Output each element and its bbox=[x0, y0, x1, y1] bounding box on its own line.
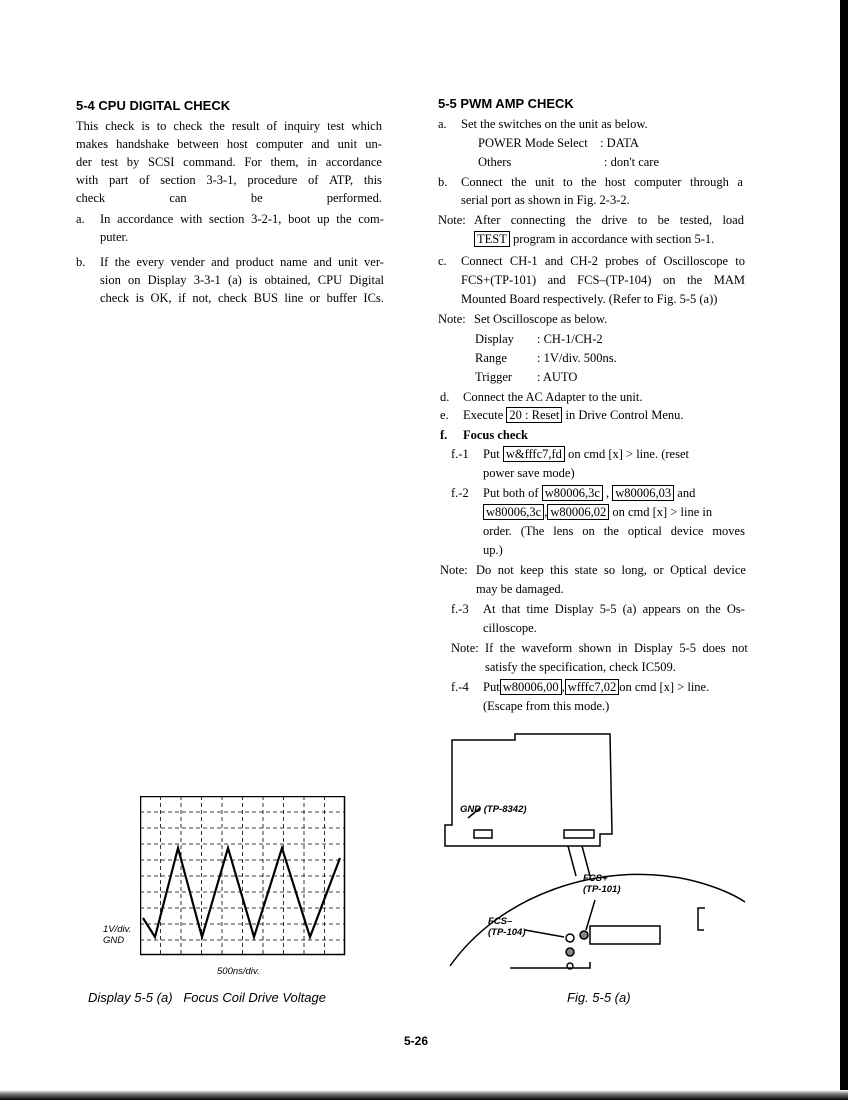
word: up bbox=[317, 212, 330, 226]
word: computer bbox=[634, 175, 682, 189]
setting-name: Others bbox=[478, 155, 512, 169]
word: and bbox=[313, 255, 332, 269]
step-text: Connect the AC Adapter to the unit. bbox=[463, 390, 643, 404]
word: time bbox=[526, 602, 549, 616]
word: 3-3-1 bbox=[193, 273, 221, 287]
step-text: on cmd [x] > line in bbox=[612, 505, 713, 519]
word: the bbox=[336, 212, 352, 226]
step-text bbox=[100, 289, 384, 307]
step-text-line bbox=[483, 445, 689, 463]
word: check bbox=[100, 291, 130, 305]
word: procedure bbox=[247, 173, 298, 187]
fcs-minus-line: (TP-104) bbox=[488, 927, 526, 938]
word: obtained, bbox=[264, 273, 311, 287]
word: of bbox=[266, 119, 277, 133]
word: vender bbox=[170, 255, 205, 269]
step-text: power save mode) bbox=[483, 466, 575, 480]
word: or bbox=[653, 563, 664, 577]
word: shown bbox=[578, 641, 612, 655]
gnd-pad bbox=[474, 830, 492, 838]
word: keep bbox=[520, 563, 544, 577]
word: of bbox=[139, 173, 150, 187]
note-text bbox=[476, 561, 746, 579]
step-text: Set the switches on the unit as below. bbox=[461, 117, 648, 131]
step-text-line bbox=[483, 484, 695, 502]
word: the bbox=[581, 175, 597, 189]
step-text: in Drive Control Menu. bbox=[565, 408, 684, 422]
word: Do bbox=[476, 563, 492, 577]
word: is bbox=[135, 291, 144, 305]
word: Connect bbox=[461, 175, 503, 189]
test-pad bbox=[566, 948, 574, 956]
setting-name: Range bbox=[475, 351, 507, 365]
word: command. bbox=[183, 155, 236, 169]
word: order. bbox=[483, 524, 512, 538]
step-marker: f.-3 bbox=[451, 602, 469, 616]
word: (a) bbox=[227, 273, 242, 287]
word: boot bbox=[288, 212, 311, 226]
word: Optical bbox=[670, 563, 707, 577]
note-text: satisfy the specification, check IC509. bbox=[485, 660, 676, 674]
note-text bbox=[474, 211, 744, 229]
word: of bbox=[645, 254, 657, 268]
step-text: Put bbox=[483, 680, 500, 694]
word: section bbox=[160, 173, 196, 187]
word: and bbox=[211, 255, 230, 269]
step-marker: f. bbox=[440, 428, 448, 442]
word: 5-5 bbox=[599, 602, 617, 616]
word: unit bbox=[337, 137, 358, 151]
step-marker: f.-1 bbox=[451, 447, 469, 461]
word: computer bbox=[255, 137, 304, 151]
word: check bbox=[76, 191, 106, 205]
word: der bbox=[76, 155, 92, 169]
command-box: w80006,03 bbox=[612, 485, 674, 501]
word: the bbox=[603, 524, 619, 538]
step-marker: b. bbox=[438, 175, 448, 189]
intro-line bbox=[76, 153, 382, 171]
word: Os- bbox=[726, 602, 745, 616]
word: load bbox=[722, 213, 744, 227]
word: a bbox=[737, 175, 743, 189]
word: on bbox=[128, 273, 141, 287]
command-box: 20 : Reset bbox=[506, 407, 562, 423]
step-text: up.) bbox=[483, 543, 503, 557]
word: buffer bbox=[326, 291, 357, 305]
command-box: w80006,3c bbox=[483, 504, 544, 520]
intro-line bbox=[76, 135, 382, 153]
step-text bbox=[483, 522, 745, 540]
intro-line bbox=[76, 189, 382, 207]
word: device bbox=[670, 524, 704, 538]
word: makes bbox=[76, 137, 108, 151]
setting-value: : 1V/div. 500ns. bbox=[537, 351, 617, 365]
word: If bbox=[485, 641, 494, 655]
word: 3-3-1, bbox=[206, 173, 237, 187]
step-text: and bbox=[677, 486, 696, 500]
word: is bbox=[248, 273, 258, 287]
word: the bbox=[686, 273, 703, 287]
word: can bbox=[169, 191, 187, 205]
command-box: w&fffc7,fd bbox=[503, 446, 565, 462]
word: (a) bbox=[622, 602, 637, 616]
word: the bbox=[705, 602, 721, 616]
word: waveform bbox=[521, 641, 573, 655]
word: Display bbox=[147, 273, 187, 287]
command-box: wfffc7,02 bbox=[565, 679, 620, 695]
word: SCSI bbox=[148, 155, 175, 169]
board-edge bbox=[510, 962, 590, 968]
note-label: Note: bbox=[438, 312, 466, 326]
word: is bbox=[141, 119, 150, 133]
word: performed. bbox=[326, 191, 382, 205]
word: unit bbox=[534, 175, 555, 189]
word: and bbox=[311, 137, 330, 151]
word: the bbox=[114, 255, 131, 269]
word: BUS bbox=[253, 291, 278, 305]
word: CH-1 bbox=[509, 254, 538, 268]
word: the bbox=[209, 119, 225, 133]
fcs-minus-leader bbox=[525, 930, 564, 937]
setting-name: POWER Mode Select bbox=[478, 136, 588, 150]
word: OK, bbox=[150, 291, 172, 305]
word: on bbox=[662, 273, 676, 287]
step-marker: d. bbox=[440, 390, 450, 404]
note-text-line bbox=[474, 230, 714, 248]
word: them, bbox=[270, 155, 299, 169]
step-text bbox=[461, 271, 745, 289]
word: through bbox=[689, 175, 729, 189]
word: check bbox=[217, 291, 248, 305]
word: unit bbox=[338, 255, 358, 269]
scan-edge-right bbox=[840, 0, 848, 1100]
word: Display bbox=[554, 602, 594, 616]
word: to bbox=[735, 254, 745, 268]
word: host bbox=[604, 175, 626, 189]
step-text: serial port as shown in Fig. 2-3-2. bbox=[461, 193, 630, 207]
step-marker: e. bbox=[440, 408, 449, 422]
scope-scale-label: 1V/div. bbox=[103, 924, 132, 935]
note-text: program in accordance with section 5-1. bbox=[512, 232, 715, 246]
step-text: Put both of bbox=[483, 486, 539, 500]
word: (The bbox=[520, 524, 545, 538]
step-text bbox=[100, 253, 384, 271]
setting-value: : CH-1/CH-2 bbox=[537, 332, 603, 346]
step-text-line bbox=[463, 406, 684, 424]
step-text bbox=[461, 173, 743, 191]
word: section bbox=[209, 212, 245, 226]
word: Digital bbox=[349, 273, 384, 287]
command-box: TEST bbox=[474, 231, 510, 247]
note-text: may be damaged. bbox=[476, 582, 564, 596]
note-text bbox=[485, 639, 748, 657]
word: part bbox=[108, 173, 129, 187]
word: 5-5 bbox=[679, 641, 697, 655]
step-text: on cmd [x] > line. (reset bbox=[568, 447, 689, 461]
figure-caption: Fig. 5-5 (a) bbox=[567, 990, 631, 1005]
word: be bbox=[657, 213, 670, 227]
fcs-minus-label bbox=[488, 916, 525, 938]
step-text bbox=[461, 252, 745, 270]
separator: , bbox=[544, 505, 548, 519]
command-box: w80006,02 bbox=[547, 504, 609, 520]
step-marker: a. bbox=[76, 212, 85, 226]
word: long, bbox=[621, 563, 647, 577]
word: or bbox=[309, 291, 321, 305]
connector bbox=[564, 830, 594, 838]
word: in bbox=[617, 641, 628, 655]
word: of bbox=[308, 173, 319, 187]
setting-value: : AUTO bbox=[537, 370, 578, 384]
board-diagram bbox=[440, 730, 752, 980]
word: tested, bbox=[679, 213, 713, 227]
word: optical bbox=[627, 524, 662, 538]
oscilloscope-display bbox=[140, 796, 346, 956]
tp-101-pad bbox=[580, 931, 588, 939]
word: check bbox=[173, 119, 203, 133]
word: to bbox=[637, 213, 648, 227]
word: Oscilloscope bbox=[663, 254, 729, 268]
word: this bbox=[550, 563, 569, 577]
word: FCS–(TP-104) bbox=[577, 273, 652, 287]
setting-value: : DATA bbox=[600, 136, 639, 150]
command-box: w80006,00 bbox=[500, 679, 562, 695]
note-label: Note: bbox=[440, 563, 468, 577]
word: inquiry bbox=[283, 119, 321, 133]
word: accordance bbox=[325, 155, 382, 169]
word: FCS+(TP-101) bbox=[461, 273, 537, 287]
step-marker: f.-4 bbox=[451, 680, 469, 694]
word: with bbox=[76, 173, 99, 187]
word: drive bbox=[601, 213, 628, 227]
word: At bbox=[483, 602, 496, 616]
step-text: (Escape from this mode.) bbox=[483, 699, 610, 713]
step-marker: c. bbox=[438, 254, 447, 268]
word: lens bbox=[553, 524, 574, 538]
word: state bbox=[574, 563, 598, 577]
word: Display bbox=[634, 641, 673, 655]
gnd-tp-label: GND (TP-8342) bbox=[460, 804, 527, 815]
word: CH-2 bbox=[570, 254, 598, 268]
word: and bbox=[547, 273, 566, 287]
word: un- bbox=[365, 137, 382, 151]
word: 3-2-1, bbox=[251, 212, 282, 226]
word: the bbox=[511, 175, 527, 189]
word: moves bbox=[712, 524, 745, 538]
word: CPU bbox=[317, 273, 343, 287]
step-text: Execute bbox=[463, 408, 504, 422]
board-bracket bbox=[698, 908, 705, 930]
word: accordance bbox=[117, 212, 174, 226]
word: After bbox=[474, 213, 501, 227]
word: appears bbox=[642, 602, 681, 616]
command-box: w80006,3c bbox=[542, 485, 603, 501]
section-5-4-heading: 5-4 CPU DIGITAL CHECK bbox=[76, 98, 231, 113]
step-title: Focus check bbox=[463, 428, 528, 442]
word: the bbox=[499, 641, 516, 655]
word: test bbox=[327, 119, 345, 133]
flex-cable bbox=[568, 846, 576, 876]
lower-connector bbox=[590, 926, 660, 944]
word: ICs. bbox=[363, 291, 384, 305]
separator: , bbox=[606, 486, 610, 500]
word: check bbox=[105, 119, 135, 133]
tp-104-pad bbox=[566, 934, 574, 942]
word: this bbox=[363, 173, 382, 187]
word: not, bbox=[192, 291, 212, 305]
step-text: Put bbox=[483, 447, 500, 461]
step-text-line bbox=[483, 678, 709, 696]
word: that bbox=[501, 602, 521, 616]
word: with bbox=[180, 212, 203, 226]
word: In bbox=[100, 212, 111, 226]
step-text: cilloscope. bbox=[483, 621, 537, 635]
word: which bbox=[351, 119, 382, 133]
step-text-line bbox=[483, 503, 712, 521]
word: by bbox=[126, 155, 140, 169]
scope-caption: Display 5-5 (a) Focus Coil Drive Voltage bbox=[88, 990, 326, 1005]
intro-line bbox=[76, 117, 382, 135]
step-text bbox=[100, 228, 384, 246]
word: name bbox=[280, 255, 308, 269]
word: on bbox=[582, 524, 595, 538]
section-5-5-heading: 5-5 PWM AMP CHECK bbox=[438, 96, 574, 111]
word: ver- bbox=[364, 255, 384, 269]
word: be bbox=[250, 191, 263, 205]
step-marker: f.-2 bbox=[451, 486, 469, 500]
note-label: Note: bbox=[451, 641, 479, 655]
word: puter. bbox=[100, 230, 129, 244]
scan-edge-bottom bbox=[0, 1090, 848, 1100]
word: MAM bbox=[713, 273, 745, 287]
setting-value: : don't care bbox=[604, 155, 660, 169]
step-text bbox=[100, 271, 384, 289]
scope-gnd-label: GND bbox=[103, 935, 125, 946]
word: Connect bbox=[461, 254, 503, 268]
word: line bbox=[284, 291, 304, 305]
step-text: on cmd [x] > line. bbox=[619, 680, 710, 694]
intro-line bbox=[76, 171, 382, 189]
page-number: 5-26 bbox=[404, 1034, 429, 1048]
word: sion bbox=[100, 273, 121, 287]
word: device bbox=[713, 563, 746, 577]
scope-time-label: 500ns/div. bbox=[217, 966, 260, 977]
fcs-plus-label bbox=[583, 873, 620, 895]
word: ATP, bbox=[329, 173, 354, 187]
word: not bbox=[731, 641, 748, 655]
word: in bbox=[307, 155, 318, 169]
board-outline bbox=[445, 734, 612, 846]
word: not bbox=[497, 563, 514, 577]
word: test bbox=[100, 155, 119, 169]
word: on bbox=[686, 602, 700, 616]
separator: , bbox=[561, 680, 565, 694]
setting-name: Trigger bbox=[475, 370, 513, 384]
word: the bbox=[575, 213, 592, 227]
note-label: Note: bbox=[438, 213, 466, 227]
word: handshake bbox=[116, 137, 169, 151]
setting-name: Display bbox=[475, 332, 514, 346]
step-text: Mounted Board respectively. (Refer to Fig. 5-5 (a)) bbox=[461, 292, 718, 306]
step-marker: b. bbox=[76, 255, 86, 269]
step-text bbox=[100, 210, 384, 228]
word: between bbox=[177, 137, 219, 151]
word: For bbox=[244, 155, 262, 169]
flex-cable bbox=[582, 846, 590, 876]
word: connecting bbox=[510, 213, 566, 227]
word: com- bbox=[358, 212, 384, 226]
word: result bbox=[231, 119, 260, 133]
step-marker: a. bbox=[438, 117, 447, 131]
note-text: Set Oscilloscope as below. bbox=[474, 312, 608, 326]
word: product bbox=[235, 255, 274, 269]
word: to bbox=[562, 175, 573, 189]
step-text bbox=[483, 600, 745, 618]
fcs-minus-line: FCS– bbox=[488, 916, 513, 927]
word: If bbox=[100, 255, 109, 269]
word: if bbox=[178, 291, 186, 305]
word: and bbox=[544, 254, 563, 268]
word: every bbox=[136, 255, 165, 269]
word: so bbox=[603, 563, 616, 577]
word: to bbox=[156, 119, 167, 133]
word: probes bbox=[605, 254, 639, 268]
word: This bbox=[76, 119, 99, 133]
fcs-plus-line: (TP-101) bbox=[583, 884, 621, 895]
word: does bbox=[702, 641, 726, 655]
fcs-plus-line: FCS+ bbox=[583, 873, 608, 884]
word: host bbox=[226, 137, 248, 151]
